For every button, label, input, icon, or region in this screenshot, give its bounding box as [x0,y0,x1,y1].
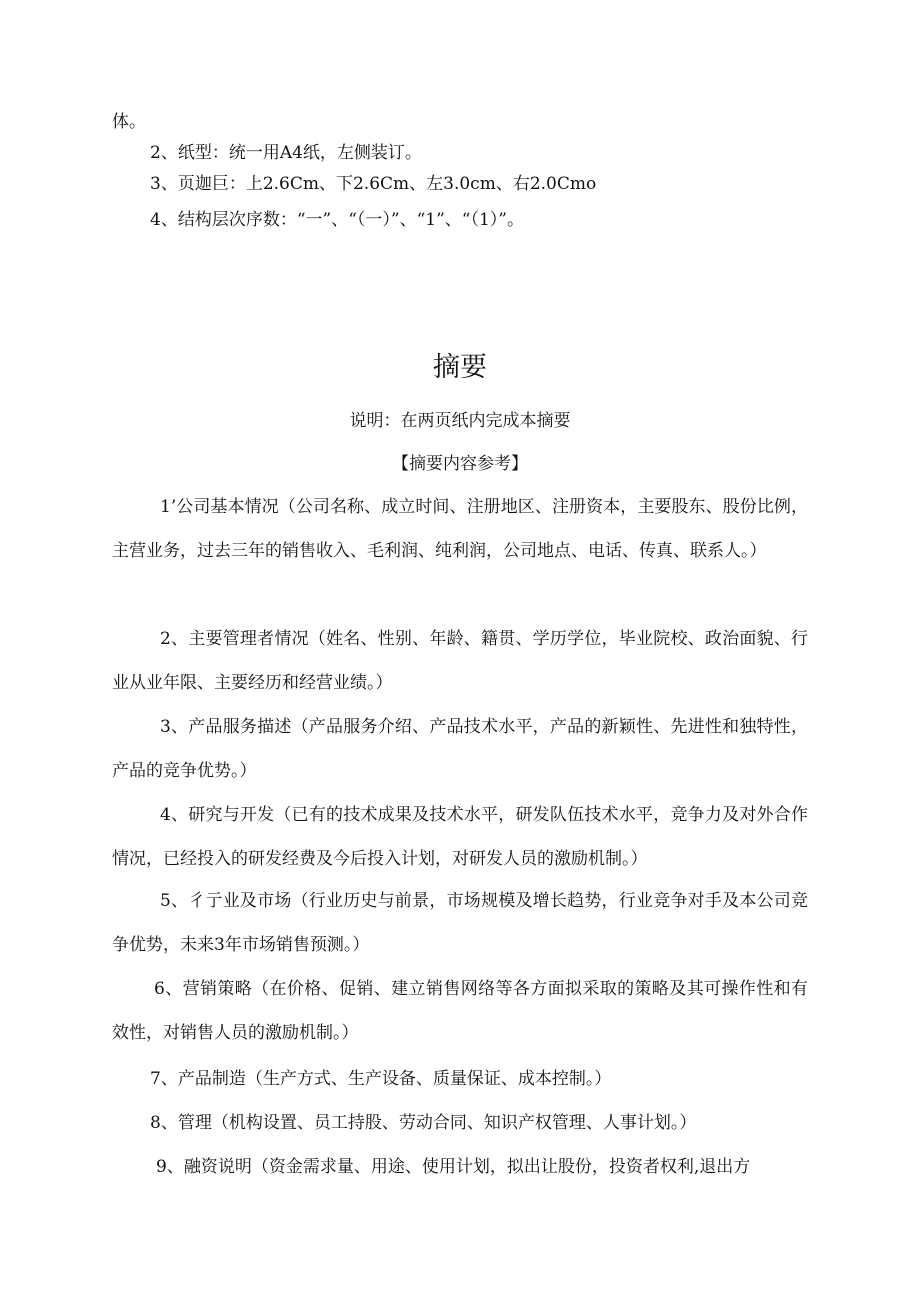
summary-item-rnd: 4、研究与开发（已有的技术成果及技术水平，研发队伍技术水平，竞争力及对外合作情况，已经投入的研发经费及今后投入计划，对研发人员的激励机制。） [112,805,808,869]
format-item-numbering: 4、结构层次序数：“一”、“（一）”、“1”、“（1）”。 [150,210,524,230]
summary-item-company: 1’公司基本情况（公司名称、成立时间、注册地区、注册资本，主要股东、股份比例，主营业务，过去三年的销售收入、毛利润、纯利润，公司地点、电话、传真、联系人。） [112,497,808,561]
summary-item-marketing: 6、营销策略（在价格、促销、建立销售网络等各方面拟采取的策略及其可操作性和有效性，对销售人员的激励机制。） [112,979,808,1043]
summary-item-management-structure: 8、管理（机构设置、员工持股、劳动合同、知识产权管理、人事计划。） [150,1113,697,1133]
summary-reference-heading: 【摘要内容参考】 [392,454,528,474]
continued-text: 体。 [112,112,146,132]
summary-item-market: 5、彳亍业及市场（行业历史与前景，市场规模及增长趋势，行业竞争对手及本公司竞争优势，未来3年市场销售预测。） [112,891,808,955]
summary-item-manufacturing: 7、产品制造（生产方式、生产设备、质量保证、成本控制。） [150,1069,612,1089]
summary-item-product: 3、产品服务描述（产品服务介绍、产品技术水平，产品的新颖性、先进性和独特性，产品的竞争优势。） [112,717,808,781]
format-item-margins: 3、页迦巨：上2.6Cm、下2.6Cm、左3.0cm、右2.0Cmo [150,174,597,194]
summary-note: 说明：在两页纸内完成本摘要 [349,411,571,431]
summary-title: 摘要 [433,352,487,383]
summary-item-management: 2、主要管理者情况（姓名、性别、年龄、籍贯、学历学位，毕业院校、政治面貌、行业从业年限、主要经历和经营业绩。） [112,629,808,693]
format-item-paper: 2、纸型：统一用A4纸，左侧装订。 [150,143,422,163]
summary-item-financing: 9、融资说明（资金需求量、用途、使用计划，拟出让股份，投资者权利,退出方 [156,1157,751,1177]
